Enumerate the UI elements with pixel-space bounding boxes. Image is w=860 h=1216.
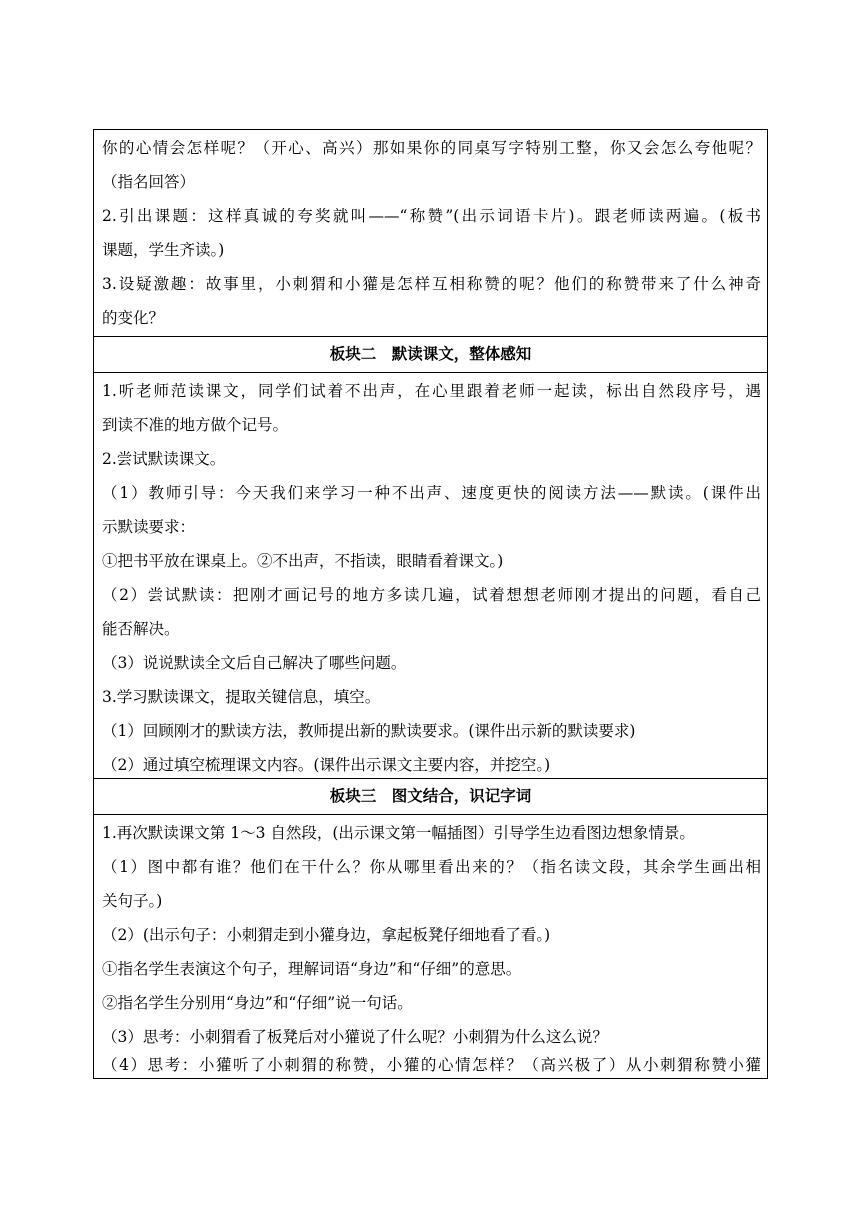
text-line: （1）图中都有谁？他们在干什么？你从哪里看出来的？（指名读文段，其余学生画出相 [102, 858, 761, 876]
text-line: 1.听老师范读课文，同学们试着不出声，在心里跟着老师一起读，标出自然段序号，遇 [102, 382, 761, 400]
text-line: 2.引出课题：这样真诚的夸奖就叫——“称赞”(出示词语卡片)。跟老师读两遍。(板书 [102, 207, 761, 225]
text-line: （指名回答） [102, 173, 196, 191]
text-line: （2）(出示句子：小刺猬走到小獾身边，拿起板凳仔细地看了看。) [102, 926, 551, 944]
text-line: 课题，学生齐读。) [102, 241, 225, 259]
text-line: （3）思考：小刺猬看了板凳后对小獾说了什么呢？小刺猬为什么这么说？ [102, 1028, 608, 1046]
section-heading-2: 板块二 默读课文，整体感知 [329, 344, 532, 363]
text-line: 3.设疑激趣：故事里，小刺猬和小獾是怎样互相称赞的呢？他们的称赞带来了什么神奇 [102, 275, 761, 293]
section-heading-3: 板块三 图文结合，识记字词 [329, 786, 532, 805]
text-line: （1）教师引导：今天我们来学习一种不出声、速度更快的阅读方法——默读。(课件出 [102, 484, 761, 502]
text-line: 的变化？ [102, 309, 165, 327]
text-line: ②指名学生分别用“身边”和“仔细”说一句话。 [102, 994, 413, 1012]
text-line: （4）思考：小獾听了小刺猬的称赞，小獾的心情怎样？（高兴极了）从小刺猬称赞小獾 [102, 1056, 761, 1074]
text-line: 你的心情会怎样呢？（开心、高兴）那如果你的同桌写字特别工整，你又会怎么夸他呢？ [102, 139, 761, 157]
text-line: 关句子。) [102, 892, 163, 910]
text-line: ①指名学生表演这个句子，理解词语“身边”和“仔细”的意思。 [102, 960, 522, 978]
text-line: 能否解决。 [102, 620, 180, 638]
text-line: （1）回顾刚才的默读方法，教师提出新的默读要求。(课件出示新的默读要求) [102, 722, 636, 740]
text-line: 2.尝试默读课文。 [102, 450, 226, 468]
text-line: 3.学习默读课文，提取关键信息，填空。 [102, 688, 381, 706]
row-divider [94, 372, 767, 373]
text-line: 1.再次默读课文第 1～3 自然段，(出示课文第一幅插图）引导学生边看图边想象情景。 [102, 824, 695, 842]
text-line: （3）说说默读全文后自己解决了哪些问题。 [102, 654, 407, 672]
document-table [93, 129, 768, 1079]
text-line: 示默读要求： [102, 518, 196, 536]
text-line: 到读不准的地方做个记号。 [102, 416, 289, 434]
text-line: ①把书平放在课桌上。②不出声，不指读，眼睛看着课文。) [102, 552, 504, 570]
text-line: （2）通过填空梳理课文内容。(课件出示课文主要内容，并挖空。) [102, 756, 551, 774]
row-divider [94, 814, 767, 815]
text-line: （2）尝试默读：把刚才画记号的地方多读几遍，试着想想老师刚才提出的问题，看自己 [102, 586, 761, 604]
